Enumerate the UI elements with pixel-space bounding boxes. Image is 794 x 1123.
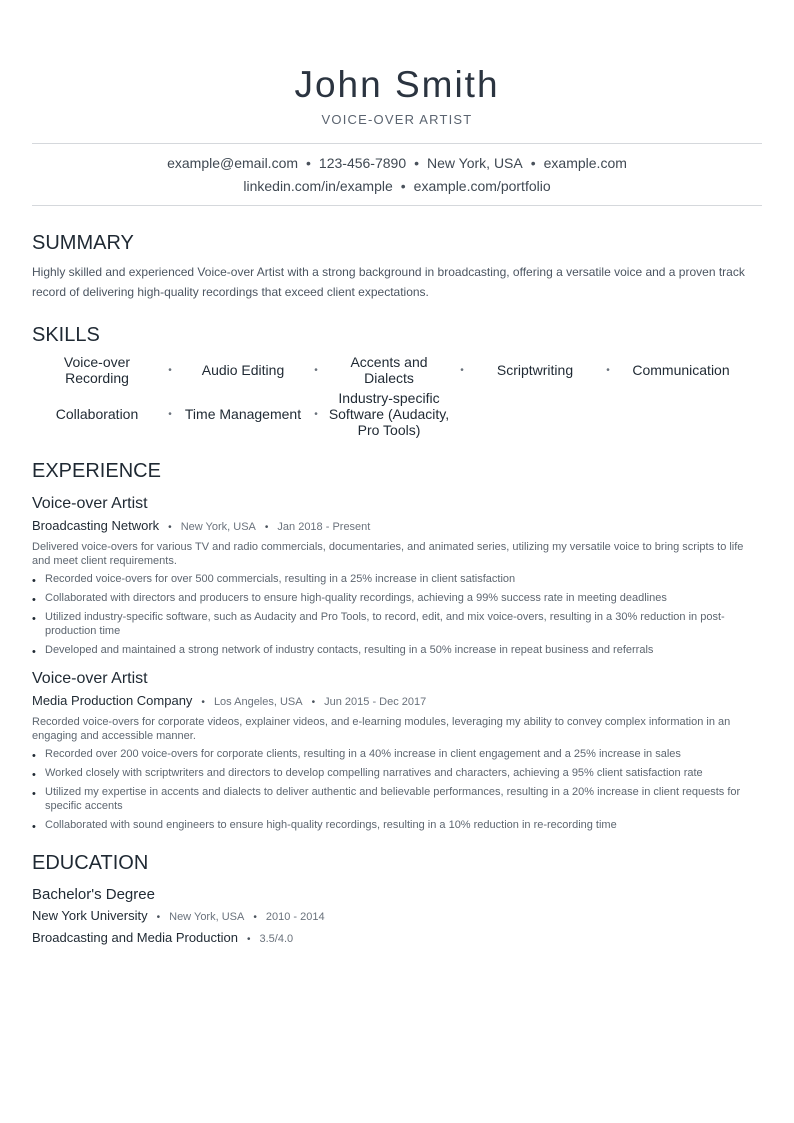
list-item: • Utilized industry-specific software, such as Audacity and Pro Tools, to record, edit, and mix voice-overs, resulting in a 30% reduction in post-production time bbox=[32, 610, 762, 638]
candidate-title: VOICE-OVER ARTIST bbox=[321, 112, 473, 127]
contact-website: example.com bbox=[543, 155, 627, 171]
field-of-study: Broadcasting and Media Production bbox=[32, 930, 238, 945]
skill-separator: • bbox=[460, 364, 464, 376]
contact-line-1 bbox=[32, 152, 762, 175]
job-achievements bbox=[32, 572, 762, 657]
school-location: New York, USA bbox=[169, 911, 245, 923]
skill-item: Scriptwriting bbox=[496, 362, 574, 378]
contact-line-2 bbox=[32, 175, 762, 198]
job-dates: Jan 2018 - Present bbox=[277, 521, 371, 533]
degree-title: Bachelor's Degree bbox=[32, 886, 155, 903]
job-entry bbox=[32, 669, 762, 832]
skills-grid bbox=[32, 354, 762, 438]
skill-separator: • bbox=[168, 408, 172, 420]
skill-separator: • bbox=[168, 364, 172, 376]
job-description: Delivered voice-overs for various TV and radio commercials, documentaries, and animated series, utilizing my versatile voice to bring scripts to life and meet client requirements. bbox=[32, 541, 744, 567]
header-divider-bottom bbox=[32, 205, 762, 206]
list-item: • Recorded voice-overs for over 500 commercials, resulting in a 25% increase in client satisfaction bbox=[32, 572, 762, 586]
experience-heading: EXPERIENCE bbox=[32, 460, 161, 482]
job-company: Broadcasting Network bbox=[32, 518, 160, 533]
contact-separator: • bbox=[306, 155, 311, 171]
meta-separator: • bbox=[246, 934, 251, 945]
summary-heading: SUMMARY bbox=[32, 232, 134, 254]
school-name: New York University bbox=[32, 908, 148, 923]
skill-item: Audio Editing bbox=[201, 362, 285, 378]
gpa: 3.5/4.0 bbox=[259, 933, 294, 945]
list-item: • Worked closely with scriptwriters and directors to develop compelling narratives and characters, achieving a 95% client satisfaction rate bbox=[32, 766, 762, 780]
job-description: Recorded voice-overs for corporate videos, explainer videos, and e-learning modules, leveraging my ability to convey complex information in an engaging and accessible manner. bbox=[32, 716, 731, 742]
skills-row bbox=[32, 354, 762, 386]
job-entry bbox=[32, 494, 762, 657]
meta-separator: • bbox=[201, 697, 205, 708]
job-meta bbox=[32, 692, 762, 712]
contact-separator: • bbox=[414, 155, 420, 171]
contact-portfolio: example.com/portfolio bbox=[413, 178, 551, 194]
education-field-row bbox=[32, 929, 762, 949]
meta-separator: • bbox=[156, 912, 161, 923]
skill-item: Time Management bbox=[184, 406, 302, 422]
skill-item: Communication bbox=[632, 362, 730, 378]
meta-separator: • bbox=[311, 697, 316, 708]
list-item: • Recorded over 200 voice-overs for corporate clients, resulting in a 40% increase in client engagement and a 25% increase in sales bbox=[32, 747, 762, 761]
skill-separator: • bbox=[314, 364, 318, 376]
education-heading: EDUCATION bbox=[32, 852, 149, 874]
skills-row bbox=[32, 390, 762, 438]
meta-separator: • bbox=[264, 522, 269, 533]
job-location: Los Angeles, USA bbox=[213, 696, 303, 708]
education-school-row bbox=[32, 907, 762, 927]
job-dates: Jun 2015 - Dec 2017 bbox=[324, 696, 427, 708]
skill-item: Collaboration bbox=[55, 406, 139, 422]
skill-item: Accents and Dialects bbox=[350, 354, 428, 386]
candidate-name: John Smith bbox=[294, 64, 500, 105]
list-item: • Developed and maintained a strong network of industry contacts, resulting in a 50% increase in repeat business and referrals bbox=[32, 643, 762, 657]
meta-separator: • bbox=[168, 522, 172, 533]
skill-separator: • bbox=[314, 408, 318, 420]
contact-info bbox=[32, 144, 762, 205]
list-item: • Utilized my expertise in accents and dialects to deliver authentic and believable performances, resulting in a 20% increase in client requests for specific accents bbox=[32, 785, 762, 813]
contact-linkedin: linkedin.com/in/example bbox=[243, 178, 393, 194]
job-company: Media Production Company bbox=[32, 693, 193, 708]
skill-item: Industry-specific Software (Audacity, Pro Tools) bbox=[328, 390, 450, 438]
meta-separator: • bbox=[253, 912, 257, 923]
contact-email: example@email.com bbox=[167, 155, 299, 171]
education-dates: 2010 - 2014 bbox=[265, 911, 325, 923]
skill-item: Voice-over Recording bbox=[63, 354, 131, 386]
contact-phone: 123-456-7890 bbox=[318, 155, 407, 171]
summary-text: Highly skilled and experienced Voice-over Artist with a strong background in broadcasting, offering a versatile voice and a proven track record of delivering high-quality recordings that exceed client expectations. bbox=[32, 265, 745, 299]
job-meta bbox=[32, 517, 762, 537]
list-item: • Collaborated with sound engineers to ensure high-quality recordings, resulting in a 10% reduction in re-recording time bbox=[32, 818, 762, 832]
list-item: • Collaborated with directors and producers to ensure high-quality recordings, achieving a 99% success rate in meeting deadlines bbox=[32, 591, 762, 605]
job-achievements bbox=[32, 747, 762, 832]
job-location: New York, USA bbox=[180, 521, 256, 533]
contact-location: New York, USA bbox=[427, 155, 523, 171]
skills-heading: SKILLS bbox=[32, 324, 100, 346]
job-title: Voice-over Artist bbox=[32, 670, 148, 687]
skill-separator: • bbox=[606, 364, 610, 376]
contact-separator: • bbox=[400, 178, 406, 194]
contact-separator: • bbox=[530, 155, 536, 171]
job-title: Voice-over Artist bbox=[32, 495, 148, 512]
